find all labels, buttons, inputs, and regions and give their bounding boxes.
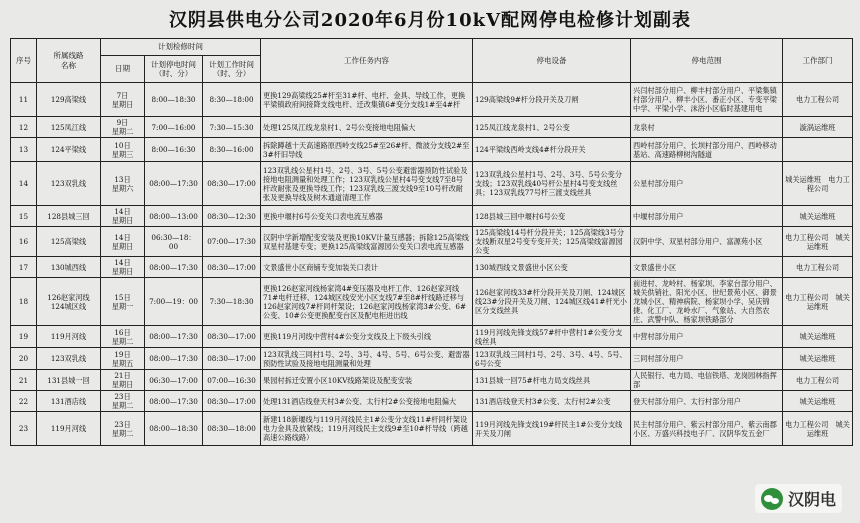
header-outage-time: 计划停电时间 （时、分） [145,56,203,83]
header-equipment: 停电设备 [473,39,631,83]
work-time-cell: 08:30—12:30 [203,206,261,227]
dept-cell [783,138,853,162]
dept-cell: 城关运维班 [783,391,853,412]
content-cell: 更换119月河线中营村4#公变分支线及上下级头引线 [261,326,473,348]
dept-cell: 城关运维班 [783,326,853,348]
line-cell: 123双乳线 [37,162,101,206]
dept-cell: 城关运维班 [783,206,853,227]
date-cell: 10日 星期三 [101,138,145,162]
header-date: 日期 [101,56,145,83]
scope-cell: 文景盛世小区 [631,257,783,278]
seq-cell: 13 [11,138,37,162]
table-body [11,83,853,446]
table-row [11,370,853,391]
equipment-cell: 129高梁线9#杆分段开关及刀闸 [473,83,631,117]
dept-cell: 电力工程公司 城关运维班 [783,227,853,257]
scope-cell: 前进村、龙岭村、杨家坝、李家台部分用户、城关供销社、阳光小区、世纪景苑小区、御景龙城小区、精神病院、杨家坝小学、吴庆锦捷、化工厂、龙岭水厂、气象站、大自然农庄、武警中队、杨家坝铁路部分 [631,278,783,326]
date-cell: 15日 星期一 [101,278,145,326]
outage-time-cell: 08:00—17:30 [145,326,203,348]
line-cell: 131县城一回 [37,370,101,391]
seq-cell: 23 [11,412,37,446]
line-cell: 124平梁线 [37,138,101,162]
date-cell: 13日 星期六 [101,162,145,206]
header-content: 工作任务内容 [261,39,473,83]
header-work-time: 计划工作时间 （时、分） [203,56,261,83]
seq-cell: 22 [11,391,37,412]
line-cell: 125高梁线 [37,227,101,257]
table-row [11,206,853,227]
equipment-cell: 124平梁线西岭支线4#杆分段开关 [473,138,631,162]
line-cell: 119月河线 [37,326,101,348]
outage-time-cell: 7:00—16:00 [145,117,203,138]
date-cell: 9日 星期二 [101,117,145,138]
seq-cell: 11 [11,83,37,117]
content-cell: 汉阴中学新增配变安装及更换10KV计量互感器；拆除125高梁线双星村基建专变；更换125高梁线富源园公变关口表电流互感器 [261,227,473,257]
content-cell: 更换126赵家河线杨家湾4#变压器及电杆工作、126赵家河线71#电杆迁移、124城区线安光小区支线7#至8#杆线路迁移与126赵家河线7#杆同杆架设；126赵家河线杨家湾3#公变、6#公变、10#公变更换配变台区及配电柜进出线 [261,278,473,326]
header-time-group: 计划检修时间 [101,39,261,56]
equipment-cell: 119月河线先锋支线19#杆民主1#公变分支线开关及刀闸 [473,412,631,446]
date-cell: 23日 星期二 [101,412,145,446]
work-time-cell: 08:30—17:00 [203,162,261,206]
table-row [11,257,853,278]
outage-time-cell: 08:00—17:30 [145,162,203,206]
work-time-cell: 08:30—17:00 [203,326,261,348]
work-time-cell: 07:00—16:30 [203,370,261,391]
scope-cell: 西岭村部分用户、长坝村部分用户、西岭移动基站、高速路柳树沟隧道 [631,138,783,162]
content-cell: 果园村拆迁安置小区10KV线路架设及配变安装 [261,370,473,391]
scope-cell: 三同村部分用户 [631,348,783,370]
header-seq: 序号 [11,39,37,83]
outage-time-cell: 08:00—17:30 [145,257,203,278]
watermark-text: 汉阴电 [787,490,836,509]
work-time-cell: 7:30—15:30 [203,117,261,138]
table-row [11,326,853,348]
line-cell: 131酒店线 [37,391,101,412]
dept-cell: 电力工程公司 [783,83,853,117]
equipment-cell: 131酒店线登天村3#公变、太行村2#公变 [473,391,631,412]
work-time-cell: 8:30—16:00 [203,138,261,162]
dept-cell: 电力工程公司 城关运维班 [783,412,853,446]
outage-time-cell: 06:30—17:00 [145,370,203,391]
outage-time-cell: 08:00—17:30 [145,391,203,412]
date-cell: 21日 星期日 [101,370,145,391]
seq-cell: 12 [11,117,37,138]
scope-cell: 兴闫村部分用户、柳丰村部分用户、平梁集镇村部分用户、柳丰小区、番正小区、专变平梁中学、平梁小学、沫浴小区临时基建用电 [631,83,783,117]
work-time-cell: 07:00—17:30 [203,227,261,257]
work-time-cell: 08:30—17:00 [203,391,261,412]
equipment-cell: 126赵家河线33#杆分段开关及刀闸、124城区线23#分段开关及刀闸、124城区线41#杆光小区分支线丝具 [473,278,631,326]
equipment-cell: 119月河线先锋支线57#杆中营村1#公变分支线丝具 [473,326,631,348]
scope-cell: 民主村部分用户、紫云村部分用户、紫云南郡小区、万盛兴科技电子厂、汉阴华发五金厂 [631,412,783,446]
table-row [11,138,853,162]
outage-plan-table [10,38,853,446]
date-cell: 14日 星期日 [101,227,145,257]
dept-cell: 城关运维班 [783,348,853,370]
outage-time-cell: 08:00—18:30 [145,412,203,446]
table-row [11,391,853,412]
scope-cell: 中营村部分用户 [631,326,783,348]
line-cell: 123双乳线 [37,348,101,370]
table-row [11,348,853,370]
table-row [11,117,853,138]
seq-cell: 19 [11,326,37,348]
equipment-cell: 125凤江线龙泉村1、2号公变 [473,117,631,138]
work-time-cell: 08:30—17:00 [203,257,261,278]
content-cell: 文景盛世小区商铺专变加装关口表计 [261,257,473,278]
date-cell: 16日 星期二 [101,326,145,348]
outage-time-cell: 8:00—16:30 [145,138,203,162]
content-cell: 处理125凤江线龙泉村1、2号公变接地电阻偏大 [261,117,473,138]
scope-cell: 登天村部分用户、太行村部分用户 [631,391,783,412]
equipment-cell: 131县城一回75#杆电力局支线丝具 [473,370,631,391]
scope-cell: 汉阴中学、双星村部分用户、富源苑小区 [631,227,783,257]
table-row [11,227,853,257]
seq-cell: 20 [11,348,37,370]
dept-cell: 城关运维班 电力工程公司 [783,162,853,206]
dept-cell: 电力工程公司 [783,257,853,278]
content-cell: 更换129高梁线25#杆至31#杆、电杆、金具、导线工作，更换平梁镇政府间接降支线电杆、迁改集镇6#变分支线1#至4#杆 [261,83,473,117]
outage-time-cell: 7:00—19：00 [145,278,203,326]
date-cell: 14日 星期日 [101,257,145,278]
equipment-cell: 123双乳线三同村1号、2号、3号、4号、5号、6号公变 [473,348,631,370]
seq-cell: 14 [11,162,37,206]
date-cell: 23日 星期二 [101,391,145,412]
header-dept: 工作部门 [783,39,853,83]
table-row [11,83,853,117]
line-cell: 128县城三回 [37,206,101,227]
scope-cell: 中堰村部分用户 [631,206,783,227]
work-time-cell: 8:30—18:00 [203,83,261,117]
header-line: 所属线路 名称 [37,39,101,83]
date-cell: 19日 星期五 [101,348,145,370]
dept-cell: 电力工程公司 城关运维班 [783,278,853,326]
outage-time-cell: 08:00—17:30 [145,348,203,370]
content-cell: 处理131酒店线登天村3#公变、太行村2#公变接地电阻偏大 [261,391,473,412]
line-cell: 119月河线 [37,412,101,446]
dept-cell: 电力工程公司 [783,370,853,391]
seq-cell: 17 [11,257,37,278]
date-cell: 7日 星期日 [101,83,145,117]
date-cell: 14日 星期日 [101,206,145,227]
scope-cell: 人民银行、电力局、电信铁塔、龙岗园林指挥部 [631,370,783,391]
content-cell: 更换中堰村6号公变关口表电流互感器 [261,206,473,227]
content-cell: 新建118新堰线与119月河线民主1#公变分支线11#杆同杆架设电力金具及放紧线；119月河线民主支线9#至10#杆导线（跨越高速公路线路） [261,412,473,446]
equipment-cell: 125高梁线14号杆分段开关；125高梁线3号分支线断双星2号变专变开关；125高梁线富源园公变 [473,227,631,257]
content-cell: 123双乳线三同村1号、2号、3号、4号、5号、6号公变、避雷器预防性试验及接地电阻测量和处理 [261,348,473,370]
table-row [11,278,853,326]
outage-time-cell: 8:00—18:30 [145,83,203,117]
header-row-top [11,39,853,56]
outage-time-cell: 08:00—13:00 [145,206,203,227]
seq-cell: 18 [11,278,37,326]
work-time-cell: 08:30—18:00 [203,412,261,446]
equipment-cell: 123双乳线公星村1号、2号、3号、5号公变分支线；123双乳线40号杆公星村4号变支线丝具；123双乳线77号杆三渡支线丝具 [473,162,631,206]
content-cell: 123双乳线公星村1号、2号、3号、5号公变避雷器预防性试验及接地电阻测量和处理工作；123双乳线公星村4号变支线7至8号杆改耐张及更换导线工作；123双乳线三渡支线9至10号杆改耐张及更换导线及树木通道清理工作 [261,162,473,206]
work-time-cell: 7:30—18:30 [203,278,261,326]
content-cell: 拆除蹲越十天高速路原西岭支线25#至26#杆、微波分支线2#至3#杆旧导线 [261,138,473,162]
line-cell: 126赵家河线 124城区线 [37,278,101,326]
page-title: 汉阴县供电分公司2020年6月份10kV配网停电检修计划副表 [168,10,692,31]
header-scope: 停电范围 [631,39,783,83]
scope-cell: 公星村部分用户 [631,162,783,206]
line-cell: 130城西线 [37,257,101,278]
outage-time-cell: 06:30—18：00 [145,227,203,257]
equipment-cell: 130城西线文景盛世小区公变 [473,257,631,278]
work-time-cell: 08:30—17:00 [203,348,261,370]
seq-cell: 15 [11,206,37,227]
dept-cell: 漩涡运维班 [783,117,853,138]
seq-cell: 21 [11,370,37,391]
table-row [11,412,853,446]
line-cell: 129高梁线 [37,83,101,117]
line-cell: 125凤江线 [37,117,101,138]
watermark [755,484,842,513]
table-row [11,162,853,206]
scope-cell: 龙泉村 [631,117,783,138]
wechat-icon [761,488,783,510]
seq-cell: 16 [11,227,37,257]
equipment-cell: 128县城三回中堰村6号公变 [473,206,631,227]
